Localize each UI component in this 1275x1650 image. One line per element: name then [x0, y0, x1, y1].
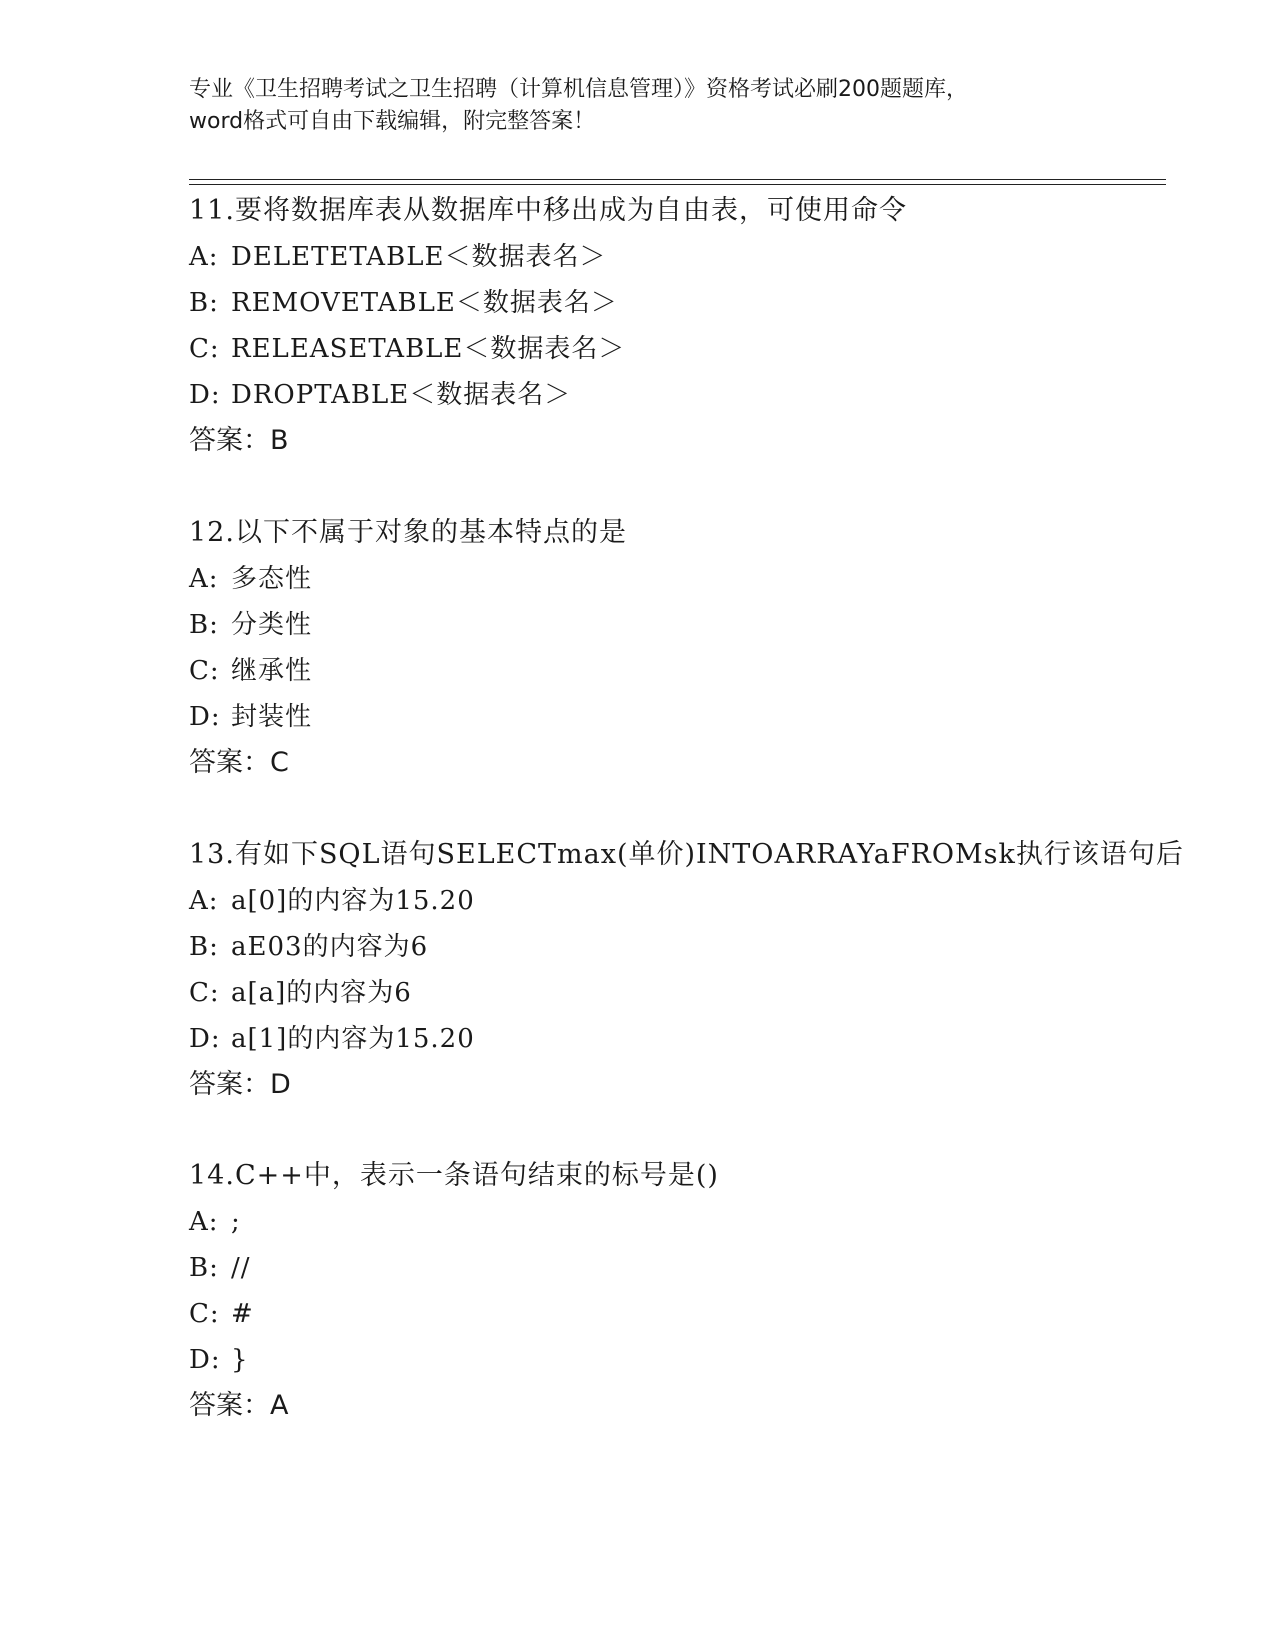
option-text: 封装性 — [231, 702, 313, 732]
option-b — [189, 1245, 1169, 1291]
option-letter: A: — [189, 242, 219, 272]
option-text: a[1]的内容为15.20 — [231, 1024, 475, 1054]
option-letter: A: — [189, 564, 219, 594]
option-c — [189, 326, 1169, 372]
option-a — [189, 878, 1169, 924]
option-text: a[0]的内容为15.20 — [231, 886, 475, 916]
option-letter: D: — [189, 1345, 221, 1375]
option-letter: B: — [189, 1253, 219, 1283]
question-13 — [189, 832, 1184, 1108]
option-d — [189, 694, 1169, 740]
answer-line: 答案：B — [189, 425, 289, 456]
option-letter: C: — [189, 334, 220, 364]
answer-line: 答案：A — [189, 1390, 289, 1421]
option-text: // — [231, 1253, 251, 1283]
option-letter: C: — [189, 978, 220, 1008]
option-letter: D: — [189, 1024, 221, 1054]
option-text: # — [231, 1299, 254, 1329]
option-letter: B: — [189, 288, 219, 318]
answer-line: 答案：D — [189, 1069, 291, 1100]
option-d — [189, 372, 1169, 418]
option-letter: C: — [189, 656, 220, 686]
option-c — [189, 1291, 1169, 1337]
question-text: 14.C++中，表示一条语句结束的标号是() — [189, 1160, 719, 1191]
option-text: DELETETABLE＜数据表名＞ — [231, 242, 607, 272]
option-b — [189, 602, 1169, 648]
header-divider-top — [189, 179, 1166, 180]
option-text: aE03的内容为6 — [231, 932, 429, 962]
option-text: 分类性 — [231, 610, 313, 640]
option-c — [189, 648, 1169, 694]
option-text: REMOVETABLE＜数据表名＞ — [231, 288, 618, 318]
answer-line: 答案：C — [189, 747, 289, 778]
question-text: 12.以下不属于对象的基本特点的是 — [189, 517, 627, 548]
question-12 — [189, 510, 1169, 786]
header-title-line-1: 专业《卫生招聘考试之卫生招聘（计算机信息管理）》资格考试必刷200题题库， — [189, 77, 968, 102]
option-a — [189, 556, 1169, 602]
option-text: 继承性 — [231, 656, 313, 686]
option-b — [189, 924, 1169, 970]
header-title-line-2: word格式可自由下载编辑，附完整答案！ — [189, 109, 596, 134]
option-d — [189, 1337, 1169, 1383]
option-d — [189, 1016, 1169, 1062]
document-header — [189, 74, 1089, 138]
option-letter: D: — [189, 380, 221, 410]
question-text: 13.有如下SQL语句SELECTmax(单价)INTOARRAYaFROMsk执行该语句后 — [189, 839, 1184, 870]
option-text: RELEASETABLE＜数据表名＞ — [231, 334, 626, 364]
option-text: 多态性 — [231, 564, 313, 594]
option-text: DROPTABLE＜数据表名＞ — [231, 380, 572, 410]
option-letter: C: — [189, 1299, 220, 1329]
option-letter: D: — [189, 702, 221, 732]
option-a — [189, 234, 1169, 280]
option-letter: B: — [189, 610, 219, 640]
question-14 — [189, 1153, 1169, 1429]
option-letter: B: — [189, 932, 219, 962]
option-b — [189, 280, 1169, 326]
option-letter: A: — [189, 886, 219, 916]
option-letter: A: — [189, 1207, 219, 1237]
option-a — [189, 1199, 1169, 1245]
header-divider-bottom — [189, 184, 1166, 185]
option-text: ; — [231, 1207, 241, 1237]
option-c — [189, 970, 1169, 1016]
question-11 — [189, 188, 1169, 464]
option-text: a[a]的内容为6 — [231, 978, 412, 1008]
option-text: } — [231, 1345, 249, 1375]
question-text: 11.要将数据库表从数据库中移出成为自由表，可使用命令 — [189, 195, 907, 226]
